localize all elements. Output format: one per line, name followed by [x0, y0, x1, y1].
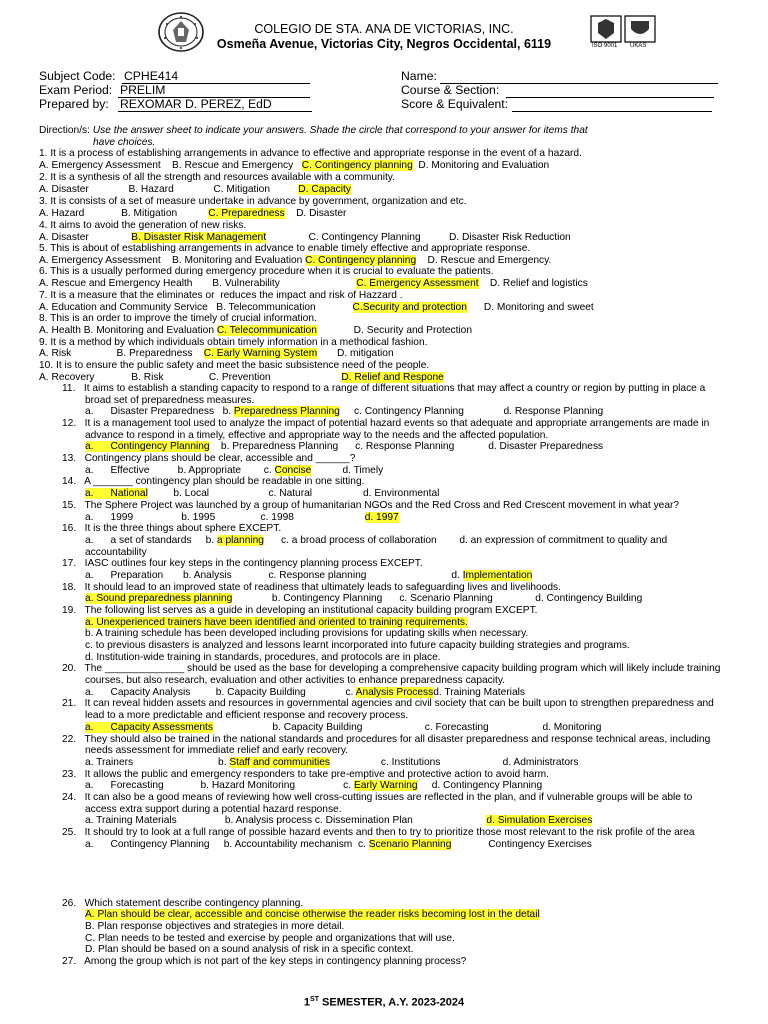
highlighted-answer: C.Security and protection	[352, 302, 467, 313]
line-text: A. Emergency Assessment B. Rescue and Emergency	[39, 160, 302, 171]
question-line	[39, 220, 246, 232]
question-line	[85, 757, 579, 769]
line-text: D. Relief and logistics	[478, 278, 588, 289]
line-text: b. A training schedule has been developed including provisions for updating skills when necessary.	[85, 628, 529, 639]
subject-code-label: Subject Code:	[39, 69, 116, 83]
course-section-field[interactable]	[506, 97, 714, 98]
question-line	[85, 406, 603, 418]
footer-prefix: 1	[303, 996, 311, 1009]
line-text: A. Education and Community Service B. Telecommunication	[39, 302, 353, 313]
highlighted-answer: Concise	[274, 465, 312, 476]
question-line	[62, 663, 720, 675]
line-text: c. Institutions d. Administrators	[329, 757, 579, 768]
line-text: courses, but also research, evaluation and other activities to enhance preparedness capacity.	[85, 675, 506, 686]
question-line	[85, 570, 532, 582]
question-line	[39, 196, 467, 208]
line-text: B. Plan response objectives and strategies in more detail.	[85, 921, 345, 932]
question-line	[85, 535, 667, 547]
line-text: c. to previous disasters is analyzed and lessons learnt incorporated into future capacity building strategies and programs.	[85, 640, 630, 651]
question-line	[85, 815, 592, 827]
line-text: advance to respond in a timely, effective and appropriate way to the needs and the affected population.	[85, 430, 549, 441]
highlighted-answer: Preparedness Planning	[233, 406, 340, 417]
line-text: D. Monitoring and sweet	[466, 302, 594, 313]
question-line	[39, 148, 582, 160]
line-text: 7. It is a measure that the eliminates or reduces the impact and risk of Hazzard .	[39, 290, 403, 301]
question-line	[39, 243, 530, 255]
line-text: 25. It should try to look at a full range of possible hazard events and then to try to prioritize those most relevant to the risk profile of the area	[62, 827, 695, 838]
line-text: a. Contingency Planning b. Accountability mechanism c.	[85, 839, 369, 850]
question-line	[62, 453, 355, 465]
line-text: 26. Which statement describe contingency planning.	[62, 898, 304, 909]
score-label: Score & Equivalent:	[401, 97, 509, 111]
line-text: b. Preparedness Planning c. Response Planning d. Disaster Preparedness	[209, 441, 604, 452]
line-text: 20. The ______________ should be used as the base for developing a comprehensive capacity building program which will likely include training	[62, 663, 721, 674]
line-text: D. Security and Protection	[316, 325, 473, 336]
line-text: 15. The Sphere Project was launched by a group of humanitarian NGOs and the Red Cross and Red Crescent movement in what year?	[62, 500, 680, 511]
footer-rest: SEMESTER, A.Y. 2023-2024	[318, 996, 465, 1009]
question-line	[39, 348, 394, 360]
subject-code-value: CPHE414	[124, 69, 179, 83]
highlighted-answer: d. 1997	[364, 512, 399, 523]
score-field[interactable]	[512, 111, 712, 112]
line-text: 16. It is the three things about sphere EXCEPT.	[62, 523, 282, 534]
question-line	[39, 208, 346, 220]
question-line	[39, 325, 472, 337]
line-text: 3. It is consists of a set of measure undertake in advance by government, organization and etc.	[39, 196, 467, 207]
highlighted-answer: a. National	[85, 488, 148, 499]
line-text: A. Risk B. Preparedness	[39, 348, 204, 359]
line-text: a. Disaster Preparedness b.	[85, 406, 234, 417]
directions-line-2: have choices.	[93, 137, 156, 148]
exam-period-label: Exam Period:	[39, 83, 113, 97]
line-text: 17. IASC outlines four key steps in the contingency planning process EXCEPT.	[62, 558, 423, 569]
question-line	[85, 441, 603, 453]
line-text: 24. It can also be a good means of reviewing how well cross-cutting issues are reflected in the plan, and if vulnerable groups will be able to	[62, 792, 693, 803]
semester-footer	[0, 996, 768, 1009]
line-text: d. Institution-wide training in standards, procedures, and protocols are in place.	[85, 652, 441, 663]
certification-logo	[590, 15, 656, 51]
line-text: access extra support during a potential hazard response.	[85, 804, 342, 815]
highlighted-answer: Implementation	[462, 570, 533, 581]
line-text: needs assessment for immediate relief and early recovery.	[85, 745, 349, 756]
line-text: a. Training Materials b. Analysis process c. Dissemination Plan	[85, 815, 487, 826]
question-line	[85, 710, 408, 722]
highlighted-answer: a. Sound preparedness planning	[85, 593, 233, 604]
line-text: a. Capacity Analysis b. Capacity Building c.	[85, 687, 356, 698]
line-text: d. Training Materials	[433, 687, 525, 698]
line-text: accountability	[85, 547, 147, 558]
line-text: a. Trainers b.	[85, 757, 230, 768]
line-text: C. Plan needs to be tested and exercise by people and organizations that will use.	[85, 933, 455, 944]
line-text: 18. It should lead to an improved state of readiness that ultimately leads to safeguarding lives and livelihoods.	[62, 582, 561, 593]
highlighted-answer: C. Contingency planning	[305, 255, 417, 266]
question-line	[85, 780, 542, 792]
highlighted-answer: C. Emergency Assessment	[356, 278, 479, 289]
line-text: d. Timely	[311, 465, 384, 476]
line-text: 10. It is to ensure the public safety and meet the basic subsistence need of the people.	[39, 360, 430, 371]
highlighted-answer: Early Warning	[353, 780, 418, 791]
line-text: A. Rescue and Emergency Health B. Vulnerability	[39, 278, 357, 289]
line-text: 14. A _______ contingency plan should be readable in one sitting.	[62, 476, 365, 487]
question-line	[39, 360, 429, 372]
line-text: C. Contingency Planning D. Disaster Risk Reduction	[266, 232, 571, 243]
line-text: 21. It can reveal hidden assets and resources in governmental agencies and civil society that can be built upon to strengthen preparedness and	[62, 698, 714, 709]
line-text: a. Effective b. Appropriate c.	[85, 465, 275, 476]
line-text: a. 1999 b. 1995 c. 1998	[85, 512, 365, 523]
line-text: D. Disaster	[284, 208, 347, 219]
school-address: Osmeña Avenue, Victorias City, Negros Occidental, 6119	[216, 37, 552, 51]
line-text: lead to a more predictable and efficient response and recovery process.	[85, 710, 409, 721]
line-text: D. Rescue and Emergency.	[416, 255, 552, 266]
line-text: D. mitigation	[317, 348, 394, 359]
highlighted-answer: a. Capacity Assessments	[85, 722, 213, 733]
prepared-by-line	[118, 111, 312, 112]
question-line	[62, 956, 466, 968]
question-line	[39, 290, 403, 302]
line-text: b. Local c. Natural d. Environmental	[147, 488, 440, 499]
question-line	[85, 839, 592, 851]
line-text: b. Capacity Building c. Forecasting d. Monitoring	[212, 722, 602, 733]
question-line	[39, 184, 351, 196]
highlighted-answer: Scenario Planning	[368, 839, 452, 850]
line-text: 6. This is a usually performed during emergency procedure when it is crucial to evaluate the patients.	[39, 266, 494, 277]
line-text: A. Recovery B. Risk C. Prevention	[39, 372, 342, 383]
question-line	[85, 593, 642, 605]
highlighted-answer: D. Capacity	[298, 184, 351, 195]
highlighted-answer: a. Unexperienced trainers have been identified and oriented to training requirements.	[85, 617, 468, 628]
line-text: 27. Among the group which is not part of the key steps in contingency planning process?	[62, 956, 467, 967]
line-text: 5. This is about of establishing arrangements in advance to enable timely effective and appropriate response.	[39, 243, 531, 254]
question-line	[62, 476, 364, 488]
highlighted-answer: D. Relief and Respone	[341, 372, 444, 383]
line-text: A. Health B. Monitoring and Evaluation	[39, 325, 217, 336]
question-line	[85, 745, 348, 757]
line-text: b. Contingency Planning c. Scenario Planning d. Contingency Building	[232, 593, 643, 604]
line-text: 4. It aims to avoid the generation of new risks.	[39, 220, 247, 231]
line-text: 23. It allows the public and emergency responders to take pre-emptive and protective action to avoid harm.	[62, 769, 550, 780]
line-text: 2. It is a synthesis of all the strength and resources available with a community.	[39, 172, 395, 183]
highlighted-answer: C. Contingency planning	[301, 160, 413, 171]
exam-period-value: PRELIM	[120, 83, 166, 97]
highlighted-answer: a planning	[216, 535, 264, 546]
question-line	[39, 278, 588, 290]
line-text: D. Monitoring and Evaluation	[412, 160, 550, 171]
line-text: 1. It is a process of establishing arrangements in advance to effective and appropriate response in the event of a hazard.	[39, 148, 582, 159]
line-text: A. Emergency Assessment B. Monitoring and Evaluation	[39, 255, 306, 266]
question-line	[85, 909, 540, 921]
question-line	[62, 792, 692, 804]
highlighted-answer: a. Contingency Planning	[85, 441, 210, 452]
footer-sup: ST	[310, 996, 319, 1003]
question-line	[62, 500, 679, 512]
line-text: a. a set of standards b.	[85, 535, 217, 546]
directions-prefix: Direction/s:	[39, 125, 93, 136]
question-line	[62, 418, 709, 430]
cert-label-ukas: UKAS	[630, 43, 647, 49]
highlighted-answer: C. Telecommunication	[216, 325, 317, 336]
highlighted-answer: B. Disaster Risk Management	[131, 232, 267, 243]
cert-label-iso: ISO 9001	[592, 43, 618, 49]
highlighted-answer: d. Simulation Exercises	[486, 815, 593, 826]
question-line	[85, 944, 413, 956]
question-line	[85, 722, 601, 734]
highlighted-answer: Analysis Process	[355, 687, 434, 698]
prepared-by-label: Prepared by:	[39, 97, 109, 111]
line-text: 9. It is a method by which individuals obtain timely information in a methodical fashion.	[39, 337, 428, 348]
question-line	[62, 558, 423, 570]
line-text: 19. The following list serves as a guide in developing an institutional capacity building program EXCEPT.	[62, 605, 538, 616]
name-label: Name:	[401, 69, 437, 83]
line-text: a. Preparation b. Analysis c. Response planning d.	[85, 570, 463, 581]
line-text: d. Contingency Planning	[417, 780, 543, 791]
line-text: 13. Contingency plans should be clear, accessible and ______?	[62, 453, 356, 464]
line-text: 8. This is an order to improve the timely of crucial information.	[39, 313, 317, 324]
highlighted-answer: C. Preparedness	[208, 208, 285, 219]
question-line	[39, 160, 549, 172]
line-text: A. Hazard B. Mitigation	[39, 208, 209, 219]
directions-line-1	[39, 125, 588, 136]
line-text: A. Disaster	[39, 232, 132, 243]
line-text: 22. They should also be trained in the national standards and procedures for all disaster preparedness and response technical areas, including	[62, 734, 711, 745]
line-text: 11. It aims to establish a standing capacity to respond to a range of different situations that may affect a country or region by putting in place a	[62, 383, 706, 394]
question-line	[62, 523, 281, 535]
question-line	[62, 383, 705, 395]
question-line	[39, 313, 317, 325]
question-line	[39, 172, 395, 184]
question-line	[62, 605, 538, 617]
line-text: broad set of preparedness measures.	[85, 395, 255, 406]
prepared-by-value: REXOMAR D. PEREZ, EdD	[120, 97, 272, 111]
question-line	[62, 827, 695, 839]
question-line	[85, 628, 528, 640]
question-line	[85, 640, 630, 652]
line-text: A. Disaster B. Hazard C. Mitigation	[39, 184, 299, 195]
question-line	[85, 675, 505, 687]
directions-text-1: Use the answer sheet to indicate your answers. Shade the circle that correspond to your answer for items that	[92, 125, 588, 136]
highlighted-answer: C. Early Warning System	[203, 348, 318, 359]
line-text: c. Contingency Planning d. Response Planning	[339, 406, 604, 417]
question-line	[39, 266, 494, 278]
question-line	[85, 488, 439, 500]
line-text: 12. It is a management tool used to analyze the impact of potential hazard events so that adequate and appropriate arrangements are made in	[62, 418, 710, 429]
question-line	[85, 921, 344, 933]
line-text: a. Forecasting b. Hazard Monitoring c.	[85, 780, 354, 791]
line-text: Contingency Exercises	[451, 839, 592, 850]
course-section-label: Course & Section:	[401, 83, 500, 97]
question-line	[62, 698, 714, 710]
line-text: c. a broad process of collaboration d. an expression of commitment to quality and	[263, 535, 668, 546]
highlighted-answer: Staff and communities	[229, 757, 330, 768]
line-text: D. Plan should be based on a sound analysis of risk in a specific context.	[85, 944, 414, 955]
highlighted-answer: A. Plan should be clear, accessible and concise otherwise the reader risks becoming lost in the detail	[85, 909, 540, 920]
school-name: COLEGIO DE STA. ANA DE VICTORIAS, INC.	[254, 22, 514, 36]
